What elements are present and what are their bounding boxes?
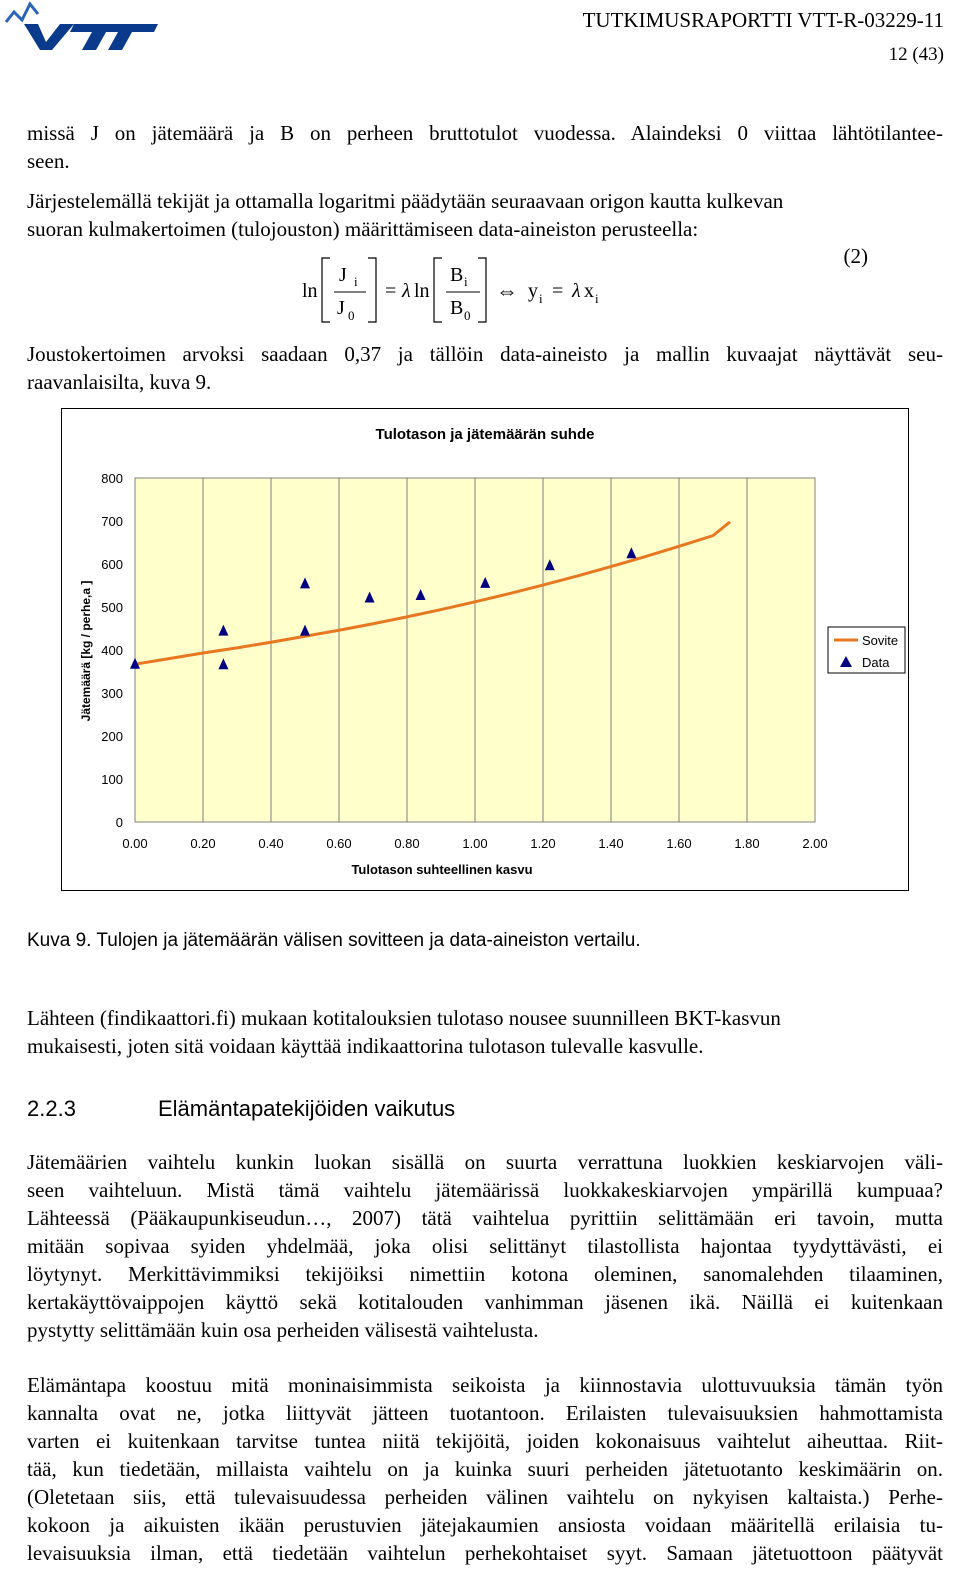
eq-equivalence-arrow: ⇔ — [496, 278, 518, 303]
text-line: seen. — [27, 149, 70, 173]
section-title: Elämäntapatekijöiden vaikutus — [158, 1096, 456, 1121]
x-axis-label: Tulotason suhteellinen kasvu — [351, 862, 533, 877]
x-tick-label: 1.80 — [734, 836, 760, 851]
text-line: (Oletetaan siis, että tulevaisuudessa perheiden välinen vaihtelu on nykyisen kaltaista.) Perhe- — [27, 1485, 943, 1509]
eq-y: y — [528, 280, 538, 302]
paragraph-1 — [27, 119, 943, 175]
figure-caption: Kuva 9. Tulojen ja jätemäärän välisen sovitteen ja data-aineiston vertailu. — [27, 930, 641, 951]
x-tick-label: 0.80 — [394, 836, 420, 851]
chart — [62, 409, 908, 890]
text-line: suoran kulmakertoimen (tulojouston) määrittämiseen data-aineiston perusteella: — [27, 217, 699, 241]
text-line: seen vaihteluun. Mistä tämä vaihtelu jätemäärissä luokkakeskiarvojen ympärillä kumpuaa? — [27, 1178, 943, 1202]
y-tick-label: 400 — [101, 643, 123, 658]
text-line: Järjestelemällä tekijät ja ottamalla logaritmi päädytään seuraavaan origon kautta kulkevan — [27, 189, 784, 213]
page-number: 12 (43) — [888, 44, 944, 65]
paragraph-2 — [27, 187, 943, 243]
x-tick-label: 0.20 — [190, 836, 216, 851]
x-tick-label: 1.20 — [530, 836, 556, 851]
x-axis-ticks — [122, 836, 827, 851]
x-tick-label: 0.60 — [326, 836, 352, 851]
eq-sub-i: i — [539, 291, 543, 306]
text-line: Lähteessä (Pääkaupunkiseudun…, 2007) tätä vaihtelua pyrittiin selittämään eri tavoin, mutta — [27, 1206, 943, 1230]
equation-number: (2) — [843, 244, 868, 268]
y-tick-label: 800 — [101, 471, 123, 486]
eq-b-bottom: B — [450, 297, 464, 319]
y-axis-label: Jätemäärä [kg / perhe,a ] — [79, 580, 93, 722]
eq-lambda-1: λ — [402, 280, 411, 302]
chart-title: Tulotason ja jätemäärän suhde — [375, 426, 595, 443]
y-tick-label: 600 — [101, 557, 123, 572]
y-tick-label: 500 — [101, 600, 123, 615]
eq-b-top: B — [450, 264, 464, 286]
text-line: mukaisesti, joten sitä voidaan käyttää indikaattorina tulotason tulevalle kasvulle. — [27, 1034, 704, 1058]
y-tick-label: 0 — [115, 815, 123, 830]
x-tick-label: 0.00 — [122, 836, 148, 851]
y-tick-label: 300 — [101, 686, 123, 701]
eq-ln-2: ln — [414, 280, 430, 302]
text-line: Jätemäärien vaihtelu kunkin luokan sisällä on suurta verrattuna luokkien keskiarvojen väli- — [27, 1150, 943, 1174]
eq-lambda-2: λ — [572, 280, 581, 302]
x-tick-label: 0.40 — [258, 836, 284, 851]
report-id: TUTKIMUSRAPORTTI VTT-R-03229-11 — [582, 8, 944, 32]
eq-equals-2: = — [552, 280, 564, 302]
chart-frame — [61, 408, 909, 891]
paragraph-4 — [27, 1004, 943, 1060]
text-line: raavanlaisilta, kuva 9. — [27, 370, 212, 394]
text-line: missä J on jätemäärä ja B on perheen bruttotulot vuodessa. Alaindeksi 0 viittaa lähtötilantee- — [27, 121, 943, 145]
eq-sub-i: i — [464, 274, 468, 289]
text-line: levaisuuksia ilman, että tiedetään vaihtelun perhekohtaiset syyt. Samaan jätetuottoon päätyvät — [27, 1541, 943, 1565]
paragraph-5 — [27, 1148, 943, 1344]
x-tick-label: 2.00 — [802, 836, 828, 851]
legend-label-data: Data — [862, 655, 890, 670]
text-line: kokoon ja aikuisten ikään perustuvien jätejakaumien ansiosta voidaan määritellä erilaisia tu- — [27, 1513, 943, 1537]
text-line: mitään sopivaa syiden yhdelmää, joka olisi selittänyt tilastollista hajontaa tyydyttävästi, ei — [27, 1234, 943, 1258]
y-tick-label: 200 — [101, 729, 123, 744]
x-tick-label: 1.60 — [666, 836, 692, 851]
legend — [828, 627, 905, 673]
eq-sub-0: 0 — [464, 308, 471, 323]
eq-sub-0: 0 — [348, 308, 355, 323]
text-line: Joustokertoimen arvoksi saadaan 0,37 ja tällöin data-aineisto ja mallin kuvaajat näyttävät seu- — [27, 342, 943, 366]
y-axis-ticks — [101, 471, 123, 830]
eq-sub-i: i — [595, 291, 599, 306]
text-line: varten ei kuitenkaan tarvitse tuntea niitä tekijöitä, joiden kokonaisuus vaihtelut aiheuttaa. Riit- — [27, 1429, 943, 1453]
eq-equals-1: = — [385, 280, 397, 302]
paragraph-6 — [27, 1371, 943, 1567]
text-line: kertakäyttövaippojen käyttö sekä kotitalouden vanhimman jäsenen ikä. Näillä ei kuitenkaan — [27, 1290, 943, 1314]
section-number: 2.2.3 — [27, 1096, 76, 1121]
y-tick-label: 100 — [101, 772, 123, 787]
eq-x: x — [584, 280, 594, 302]
text-line: pystytty selittämään kuin osa perheiden välisestä vaihtelusta. — [27, 1318, 539, 1342]
text-line: tää, kun tiedetään, millaista vaihtelu on ja kuinka suuri perheiden jätetuotanto keskimäärin on. — [27, 1457, 943, 1481]
eq-ln-1: ln — [302, 280, 318, 302]
eq-j-bottom: J — [337, 297, 345, 319]
text-line: löytynyt. Merkittävimmiksi tekijöiksi nimettiin kotona oleminen, sanomalehden tilaaminen, — [27, 1262, 943, 1286]
eq-sub-i: i — [354, 274, 358, 289]
text-line: kannalta ovat ne, jotka liittyvät jätteen tuotantoon. Erilaisten tulevaisuuksien hahmottamista — [27, 1401, 943, 1425]
paragraph-3 — [27, 340, 943, 396]
vtt-logo — [4, 0, 164, 54]
eq-j-top: J — [339, 264, 347, 286]
text-line: Lähteen (findikaattori.fi) mukaan kotitalouksien tulotaso nousee suunnilleen BKT-kasvun — [27, 1006, 781, 1030]
legend-label-sovite: Sovite — [862, 633, 899, 648]
y-tick-label: 700 — [101, 514, 123, 529]
equation — [290, 250, 630, 330]
text-line: Elämäntapa koostuu mitä moninaisimmista seikoista ja kiinnostavia ulottuvuuksia tämän työn — [27, 1373, 943, 1397]
x-tick-label: 1.40 — [598, 836, 624, 851]
x-tick-label: 1.00 — [462, 836, 488, 851]
